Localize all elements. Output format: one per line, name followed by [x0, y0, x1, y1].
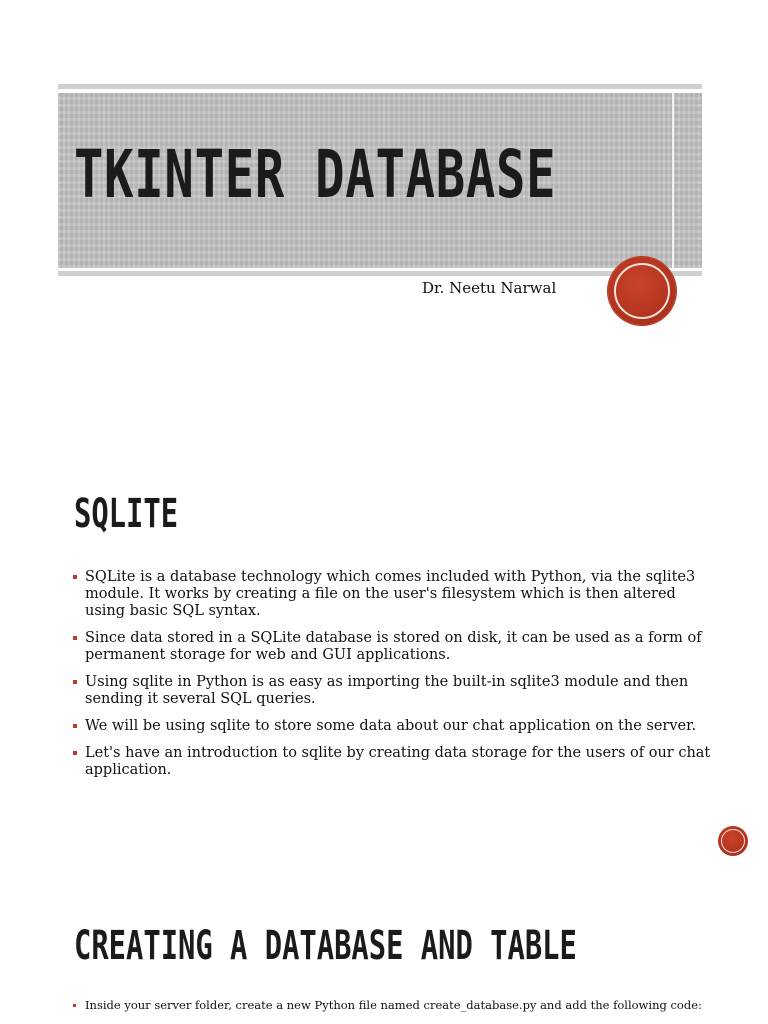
slide-number-circle-icon [718, 826, 748, 856]
list-item: Since data stored in a SQLite database is stored on disk, it can be used as a form of permanent storage for web and GUI applications. [73, 630, 713, 664]
bullet-icon [73, 680, 77, 684]
deck-title: TKINTER DATABASE [74, 136, 557, 213]
decorative-circle-icon [608, 257, 676, 325]
list-item: Let's have an introduction to sqlite by creating data storage for the users of our chat application. [73, 745, 713, 779]
bullet-icon [73, 1004, 76, 1007]
bullet-icon [73, 724, 77, 728]
banner-top-rule [58, 84, 702, 89]
list-item: We will be using sqlite to store some data about our chat application on the server. [73, 718, 713, 735]
bullet-icon [73, 751, 77, 755]
banner-bottom-rule [58, 271, 702, 276]
bullet-icon [73, 575, 77, 579]
create-bullet-list [73, 1000, 713, 1011]
banner-divider [672, 93, 674, 268]
sqlite-bullet-list [73, 569, 713, 789]
bullet-icon [73, 636, 77, 640]
list-item: Inside your server folder, create a new Python file named create_database.py and add the following code: [73, 1000, 713, 1011]
section-heading-sqlite: SQLITE [74, 491, 179, 537]
section-heading-create-database: CREATING A DATABASE AND TABLE [74, 923, 577, 969]
list-item: SQLite is a database technology which comes included with Python, via the sqlite3 module. It works by creating a file on the user's filesystem which is then altered using basic SQL syntax. [73, 569, 713, 620]
author-name: Dr. Neetu Narwal [422, 279, 557, 297]
list-item: Using sqlite in Python is as easy as importing the built-in sqlite3 module and then sending it several SQL queries. [73, 674, 713, 708]
